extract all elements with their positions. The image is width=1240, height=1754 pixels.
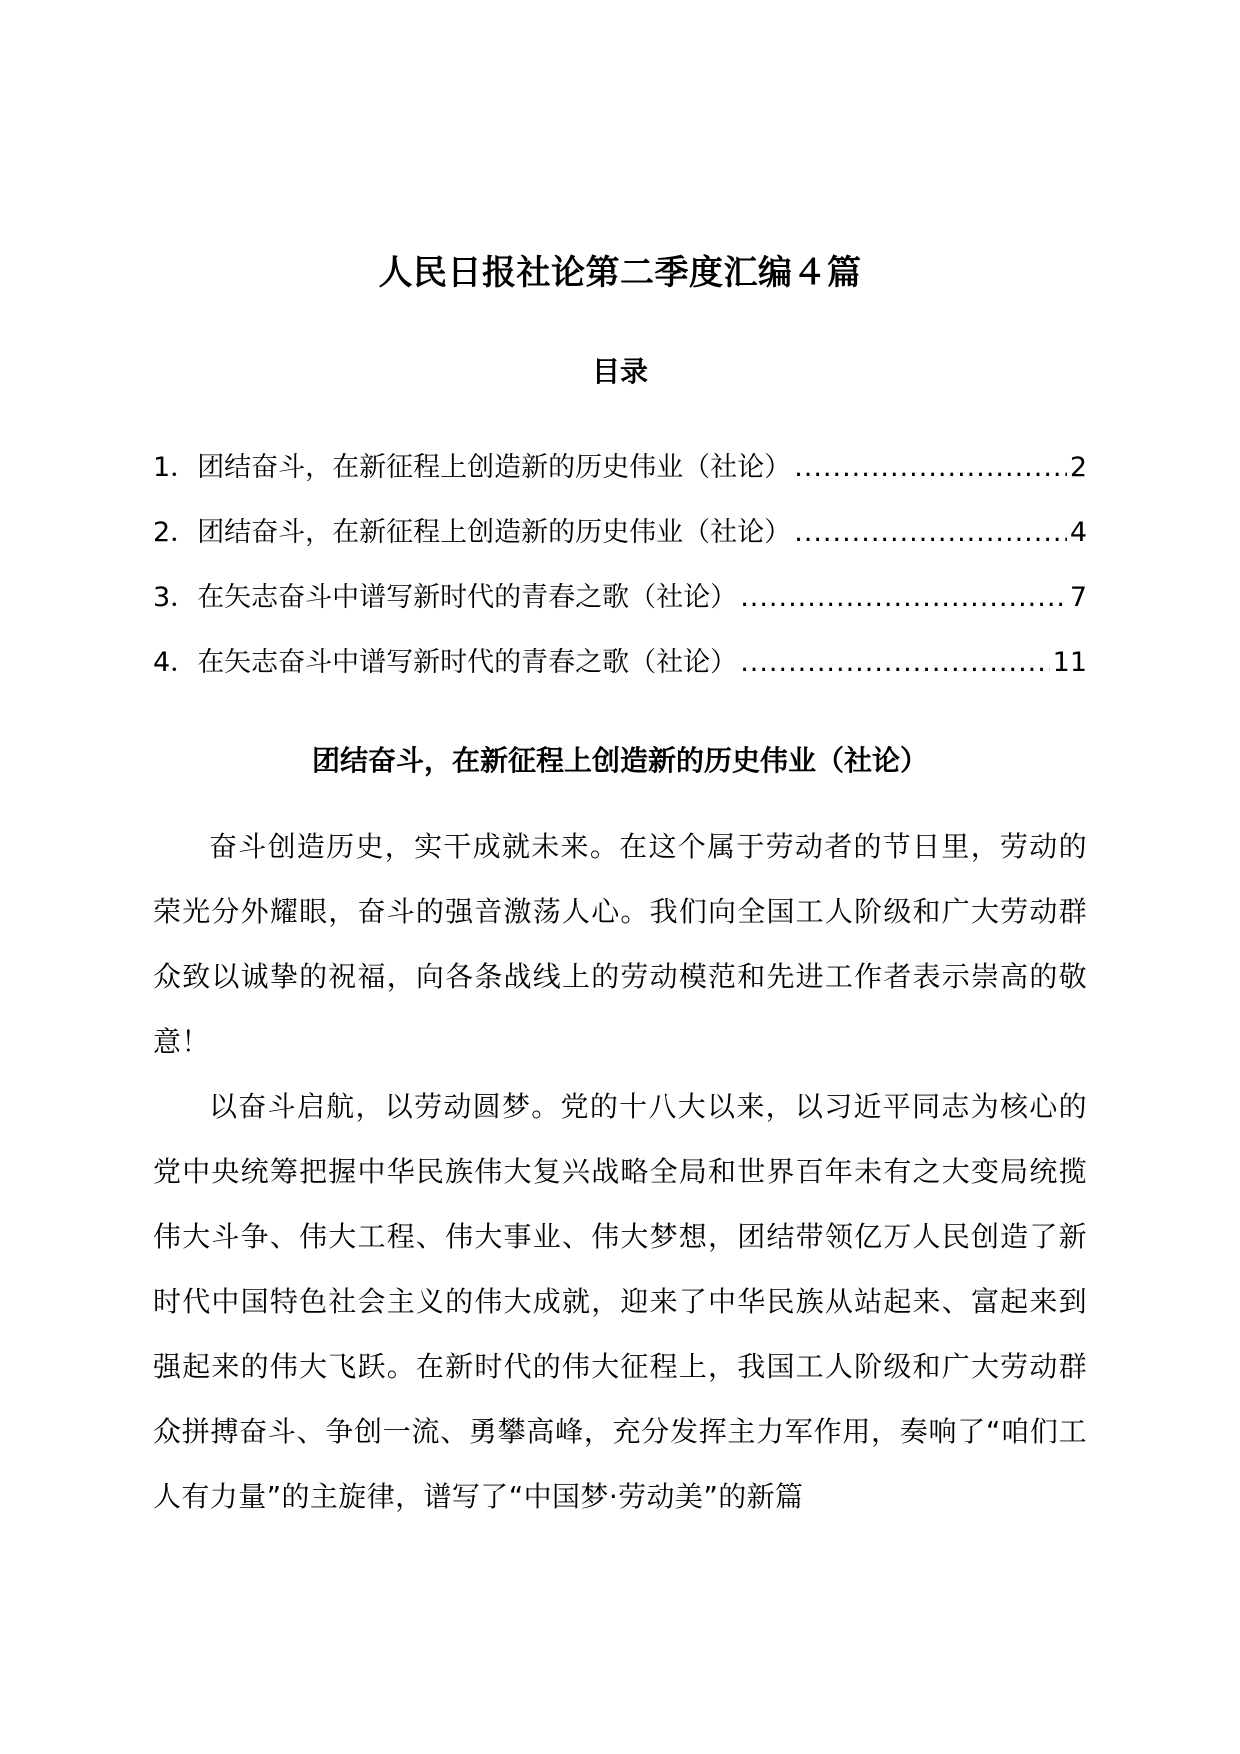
toc-dot-leader: [794, 443, 1067, 493]
toc-entry-title: 在矢志奋斗中谱写新时代的青春之歌（社论）: [197, 647, 738, 678]
toc-entry[interactable]: [153, 508, 1087, 573]
article-body: [153, 814, 1087, 1529]
toc-dot-leader: [740, 573, 1067, 623]
toc-dot-leader: [740, 638, 1049, 688]
toc-entry-page: 4: [1069, 517, 1087, 548]
toc-entry-number: 4．: [153, 647, 198, 678]
toc-entry[interactable]: [153, 573, 1087, 638]
body-paragraph: 奋斗创造历史，实干成就未来。在这个属于劳动者的节日里，劳动的荣光分外耀眼，奋斗的强音激荡人心。我们向全国工人阶级和广大劳动群众致以诚挚的祝福，向各条战线上的劳动模范和先进工作者表示崇高的敬意！: [153, 830, 1087, 1058]
toc-entry-page: 7: [1069, 582, 1087, 613]
toc-entry-number: 2．: [153, 517, 198, 548]
toc-entry-title: 在矢志奋斗中谱写新时代的青春之歌（社论）: [197, 582, 738, 613]
toc-entry-page: 2: [1069, 452, 1087, 483]
body-paragraph: 以奋斗启航，以劳动圆梦。党的十八大以来，以习近平同志为核心的党中央统筹把握中华民族伟大复兴战略全局和世界百年未有之大变局统揽伟大斗争、伟大工程、伟大事业、伟大梦想，团结带领亿万人民创造了新时代中国特色社会主义的伟大成就，迎来了中华民族从站起来、富起来到强起来的伟大飞跃。在新时代的伟大征程上，我国工人阶级和广大劳动群众拼搏奋斗、争创一流、勇攀高峰，充分发挥主力军作用，奏响了“咱们工人有力量”的主旋律，谱写了“中国梦·劳动美”的新篇: [153, 1090, 1087, 1513]
table-of-contents: [153, 443, 1087, 703]
toc-entry[interactable]: [153, 443, 1087, 508]
toc-entry-title: 团结奋斗，在新征程上创造新的历史伟业（社论）: [197, 452, 792, 483]
toc-entry-title: 团结奋斗，在新征程上创造新的历史伟业（社论）: [197, 517, 792, 548]
toc-entry[interactable]: [153, 638, 1087, 703]
toc-entry-number: 3．: [153, 582, 198, 613]
section-title: 团结奋斗，在新征程上创造新的历史伟业（社论）: [311, 744, 928, 777]
document-title: 人民日报社论第二季度汇编４篇: [378, 253, 862, 293]
toc-entry-page: 11: [1052, 647, 1087, 678]
toc-dot-leader: [794, 508, 1067, 558]
toc-entry-number: 1．: [153, 452, 198, 483]
toc-heading: 目录: [591, 355, 648, 388]
